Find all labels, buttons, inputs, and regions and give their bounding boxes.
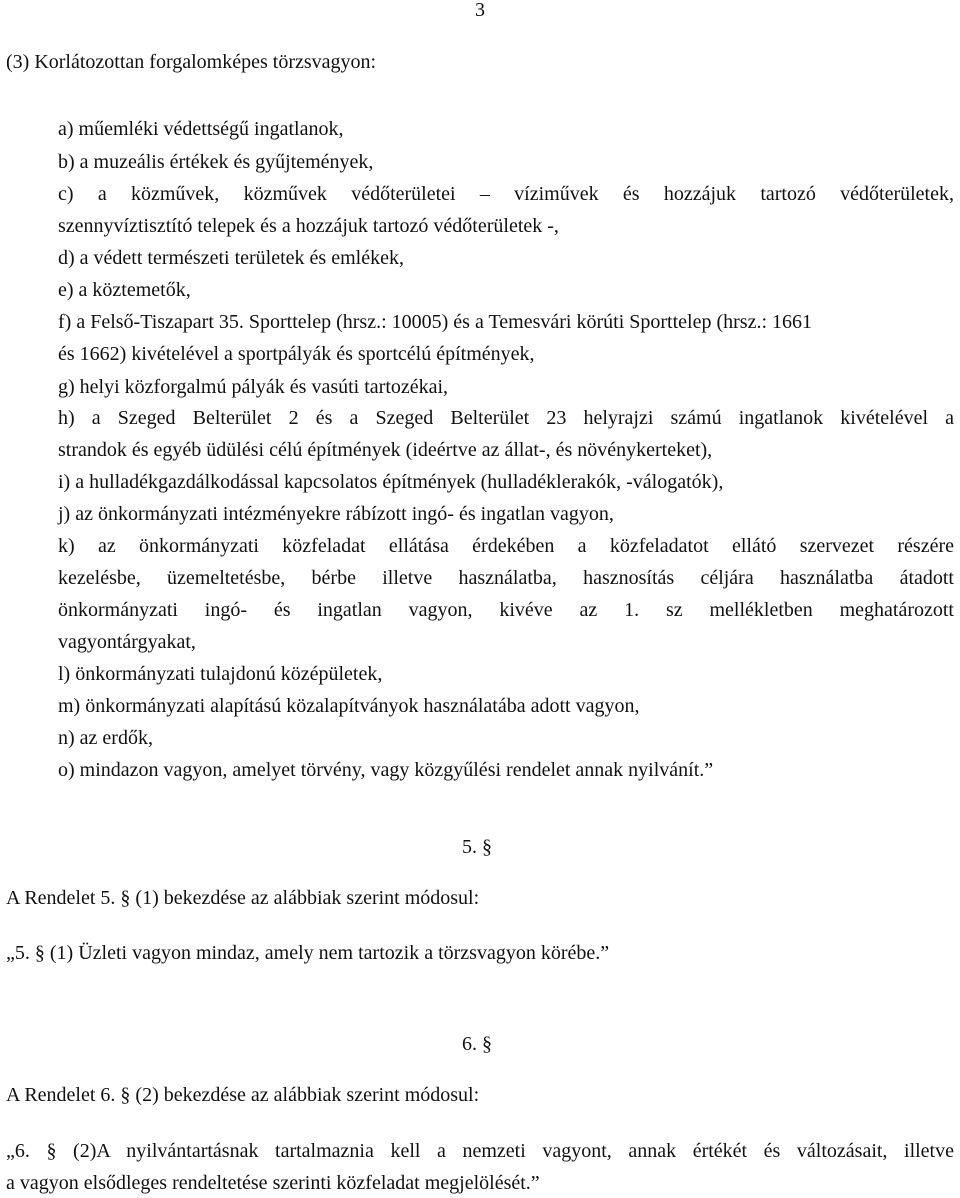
list-item-f: f) a Felső-Tiszapart 35. Sporttelep (hrsz.: 10005) és a Temesvári körúti Sporttelep (hrsz.: 1661 — [58, 311, 813, 333]
list-item-m: m) önkormányzati alapítású közalapítványok használatába adott vagyon, — [58, 695, 640, 717]
list-item-g: g) helyi közforgalmú pályák és vasúti tartozékai, — [58, 376, 449, 398]
list-item-l: l) önkormányzati tulajdonú középületek, — [58, 663, 383, 685]
section-3-heading: (3) Korlátozottan forgalomképes törzsvagyon: — [6, 51, 377, 73]
list-item-b: b) a muzeális értékek és gyűjtemények, — [58, 151, 374, 173]
list-item-f-continued: és 1662) kivételével a sportpályák és sportcélú építmények, — [58, 343, 535, 365]
list-item-n: n) az erdők, — [58, 727, 153, 749]
section-6-quote-line-1: „6. § (2)A nyilvántartásnak tartalmaznia kell a nemzeti vagyont, annak értékét és változásait, illetve — [6, 1140, 954, 1162]
list-item-j: j) az önkormányzati intézményekre rábízott ingó- és ingatlan vagyon, — [58, 503, 614, 525]
list-item-o: o) mindazon vagyon, amelyet törvény, vagy közgyűlési rendelet annak nyilvánít.” — [58, 759, 714, 781]
list-item-k: k) az önkormányzati közfeladat ellátása érdekében a közfeladatot ellátó szervezet részére — [58, 535, 954, 557]
list-item-h-continued: strandok és egyéb üdülési célú építmények (ideértve az állat-, és növénykerteket), — [58, 439, 713, 461]
section-6-quote-line-2: a vagyon elsődleges rendeltetése szerinti közfeladat megjelölését.” — [6, 1172, 540, 1194]
list-item-k-continued-1: kezelésbe, üzemeltetésbe, bérbe illetve használatba, hasznosítás céljára használatba átadott — [58, 567, 954, 589]
section-5-heading: 5. § — [462, 836, 492, 858]
list-item-i: i) a hulladékgazdálkodással kapcsolatos építmények (hulladéklerakók, -válogatók), — [58, 471, 724, 493]
page-number: 3 — [475, 0, 485, 21]
section-5-intro: A Rendelet 5. § (1) bekezdése az alábbiak szerint módosul: — [6, 887, 480, 909]
list-item-d: d) a védett természeti területek és emlékek, — [58, 247, 404, 269]
section-5-quote: „5. § (1) Üzleti vagyon mindaz, amely nem tartozik a törzsvagyon körébe.” — [6, 942, 610, 964]
list-item-h: h) a Szeged Belterület 2 és a Szeged Belterület 23 helyrajzi számú ingatlanok kivételével a — [58, 407, 954, 429]
list-item-c: c) a közművek, közművek védőterületei – víziművek és hozzájuk tartozó védőterületek, — [58, 183, 954, 205]
list-item-k-continued-3: vagyontárgyakat, — [58, 631, 196, 653]
list-item-e: e) a köztemetők, — [58, 279, 191, 301]
list-item-c-continued: szennyvíztisztító telepek és a hozzájuk tartozó védőterületek -, — [58, 215, 559, 237]
list-item-k-continued-2: önkormányzati ingó- és ingatlan vagyon, kivéve az 1. sz mellékletben meghatározott — [58, 599, 954, 621]
section-6-intro: A Rendelet 6. § (2) bekezdése az alábbiak szerint módosul: — [6, 1084, 480, 1106]
list-item-a: a) műemléki védettségű ingatlanok, — [58, 118, 344, 140]
section-6-heading: 6. § — [462, 1033, 492, 1055]
